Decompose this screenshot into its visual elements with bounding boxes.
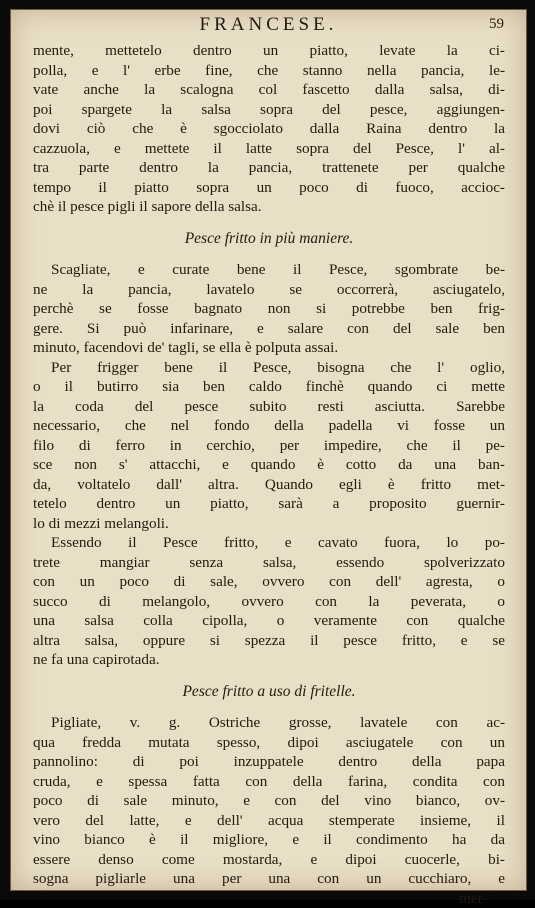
section-fritelle <box>33 713 505 908</box>
text-line: polla, e l' erbe fine, che stanno nella pancia, le- <box>33 61 505 81</box>
text-line: poi spargete la salsa sopra del pesce, aggiungen- <box>33 100 505 120</box>
text-line: necessario, che nel fondo della padella vi fosse un <box>33 416 505 436</box>
page-number: 59 <box>489 16 504 33</box>
text-line: una salsa colla cipolla, o veramente con qualche <box>33 611 505 631</box>
text-line: con un poco di sale, ovvero con dell' agresta, o <box>33 572 505 592</box>
text-line: ne la pancia, lavatelo se occorrerà, asciugatelo, <box>33 280 505 300</box>
section-continuation <box>33 41 505 217</box>
text-line: cruda, e spessa fatta con della farina, condita con <box>33 772 505 792</box>
text-line: vino bianco è il migliore, e il condimento ha da <box>33 830 505 850</box>
text-line: filo di ferro in cerchio, per impedire, che il pe- <box>33 436 505 456</box>
text-line: Scagliate, e curate bene il Pesce, sgombrate be- <box>33 260 505 280</box>
text-line: poco di sale minuto, e con del vino bianco, ov- <box>33 791 505 811</box>
section-heading: Pesce fritto a uso di fritelle. <box>33 682 505 702</box>
text-line: succo di melangolo, ovvero con la peverata, o <box>33 592 505 612</box>
text-line: Essendo il Pesce fritto, e cavato fuora, lo po- <box>33 533 505 553</box>
page-body <box>33 41 505 908</box>
section-pesce-fritto <box>33 260 505 670</box>
text-line: tetelo dentro un piatto, sarà a proposito guernir- <box>33 494 505 514</box>
text-line: Per frigger bene il Pesce, bisogna che l' oglio, <box>33 358 505 378</box>
text-line: sogna pigliarle una per una con un cucchiaro, e <box>33 869 505 889</box>
text-line: dovi ciò che è sgocciolato dalla Raina dentro la <box>33 119 505 139</box>
page-header <box>11 10 526 40</box>
text-line: cazzuola, e mettete il latte sopra del Pesce, l' al- <box>33 139 505 159</box>
text-line: tempo il piatto sopra un poco di fuoco, accioc- <box>33 178 505 198</box>
text-line: tra parte dentro la pancia, trattenete per qualche <box>33 158 505 178</box>
catchword: met- <box>33 889 505 908</box>
text-line: gere. Si può infarinare, e salare con del sale ben <box>33 319 505 339</box>
book-page <box>10 9 527 891</box>
text-line: qua fredda mutata spesso, dipoi asciugatele con un <box>33 733 505 753</box>
text-line: altra salsa, oppure si spezza il pesce fritto, e se <box>33 631 505 651</box>
text-line: perchè se fosse bagnato non si potrebbe ben frig- <box>33 299 505 319</box>
text-line: mente, mettetelo dentro un piatto, levate la ci- <box>33 41 505 61</box>
text-line: ne fa una capirotada. <box>33 650 505 670</box>
text-line: pannolino: di poi inzuppatele dentro della papa <box>33 752 505 772</box>
text-line: o il butirro sia ben caldo finchè quando ci mette <box>33 377 505 397</box>
running-head: FRANCESE. <box>11 14 526 36</box>
text-line: minuto, facendovi de' tagli, se ella è polputa assai. <box>33 338 505 358</box>
text-line: chè il pesce pigli il sapore della salsa. <box>33 197 505 217</box>
text-line: trete mangiar senza salsa, essendo spolverizzato <box>33 553 505 573</box>
text-line: la coda del pesce subito resti asciutta. Sarebbe <box>33 397 505 417</box>
section-heading: Pesce fritto in più maniere. <box>33 229 505 249</box>
text-line: da, voltatelo dall' altra. Quando egli è fritto met- <box>33 475 505 495</box>
text-line: sce non s' attacchi, e quando è cotto da una ban- <box>33 455 505 475</box>
text-line: vero del latte, e dell' acqua stemperate insieme, il <box>33 811 505 831</box>
text-line: essere denso come mostarda, e dipoi cuocerle, bi- <box>33 850 505 870</box>
text-line: lo di mezzi melangoli. <box>33 514 505 534</box>
text-line: vate anche la scalogna col fascetto dalla salsa, di- <box>33 80 505 100</box>
text-line: Pigliate, v. g. Ostriche grosse, lavatele con ac- <box>33 713 505 733</box>
